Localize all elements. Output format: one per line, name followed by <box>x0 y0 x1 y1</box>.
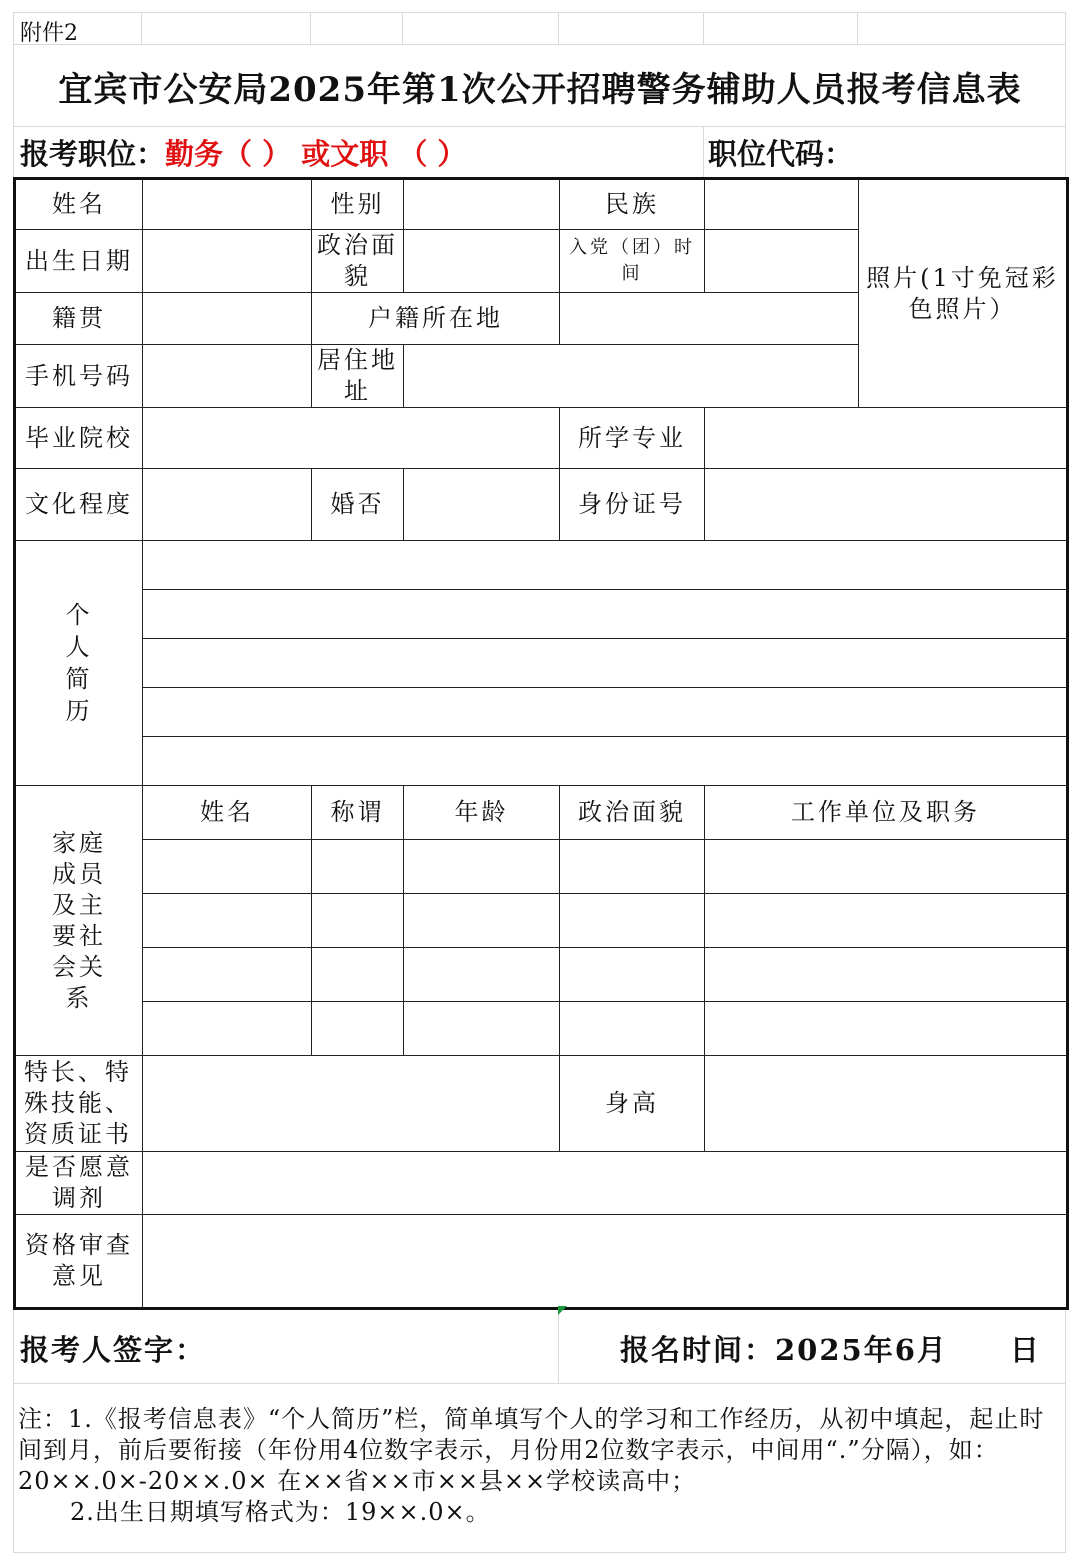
phone-label: 手机号码 <box>15 345 143 408</box>
political-status-field[interactable] <box>404 230 560 293</box>
family-cell[interactable] <box>705 948 1068 1002</box>
family-cell[interactable] <box>404 1002 560 1056</box>
family-cell[interactable] <box>404 948 560 1002</box>
adjust-field[interactable] <box>143 1152 1068 1215</box>
education-label: 文化程度 <box>15 469 143 541</box>
ethnicity-label: 民族 <box>560 179 705 230</box>
registration-date <box>620 1328 1041 1369</box>
gender-field[interactable] <box>404 179 560 230</box>
native-place-label: 籍贯 <box>15 293 143 345</box>
position-option-duty[interactable]: 勤务（ ） <box>165 137 292 171</box>
resume-label-text: 个人简历 <box>65 601 93 725</box>
family-cell[interactable] <box>143 1002 312 1056</box>
position-code-label: 职位代码： <box>708 137 854 171</box>
sheet-gridline <box>141 12 142 44</box>
family-label-text: 家庭成员及主要社会关系 <box>52 828 106 1012</box>
family-cell[interactable] <box>312 948 404 1002</box>
name-field[interactable] <box>143 179 312 230</box>
sheet-gridline <box>703 126 704 177</box>
native-place-field[interactable] <box>143 293 312 345</box>
graduate-school-field[interactable] <box>143 408 560 469</box>
height-field[interactable] <box>705 1056 1068 1152</box>
family-header-age: 年龄 <box>404 786 560 840</box>
note-1: 注：1.《报考信息表》“个人简历”栏，简单填写个人的学习和工作经历，从初中填起，起止时间到月，前后要衔接（年份用4位数字表示，月份用2位数字表示，中间用“.”分隔），如：20××.0×-20××.0× 在××省××市××县××学校读高中； <box>18 1405 1045 1495</box>
marital-status-field[interactable] <box>404 469 560 541</box>
review-field[interactable] <box>143 1215 1068 1309</box>
adjust-label: 是否愿意调剂 <box>15 1152 143 1215</box>
major-field[interactable] <box>705 408 1068 469</box>
position-option-civil[interactable]: 或文职 （ ） <box>301 137 467 171</box>
sheet-gridline <box>13 12 1066 13</box>
gender-label: 性别 <box>312 179 404 230</box>
family-cell[interactable] <box>143 894 312 948</box>
sheet-gridline <box>310 12 311 44</box>
sheet-gridline <box>13 1552 1066 1553</box>
family-row <box>15 948 1068 1002</box>
sheet-gridline <box>13 1383 1066 1384</box>
family-header-political: 政治面貌 <box>560 786 705 840</box>
family-cell[interactable] <box>560 840 705 894</box>
family-header-relation: 称谓 <box>312 786 404 840</box>
position-line <box>20 132 466 173</box>
registration-form-table <box>13 177 1069 1310</box>
family-cell[interactable] <box>143 840 312 894</box>
date-day: 日 <box>1009 1333 1041 1367</box>
sheet-gridline <box>13 126 1066 127</box>
graduate-school-label: 毕业院校 <box>15 408 143 469</box>
family-cell[interactable] <box>312 894 404 948</box>
sheet-gridline <box>402 12 403 44</box>
marital-status-label: 婚否 <box>312 469 404 541</box>
address-label: 居住地址 <box>312 345 404 408</box>
cell-comment-marker <box>558 1306 567 1315</box>
family-cell[interactable] <box>143 948 312 1002</box>
sheet-gridline <box>558 12 559 44</box>
height-label: 身高 <box>560 1056 705 1152</box>
signature-label: 报考人签字： <box>20 1333 207 1367</box>
resume-line[interactable] <box>143 737 1068 786</box>
ethnicity-field[interactable] <box>705 179 859 230</box>
phone-field[interactable] <box>143 345 312 408</box>
skills-label: 特长、特殊技能、资质证书 <box>15 1056 143 1152</box>
resume-line[interactable] <box>143 541 1068 590</box>
date-label: 报名时间：2025年6月 <box>620 1333 948 1367</box>
resume-line[interactable] <box>143 590 1068 639</box>
review-label: 资格审查意见 <box>15 1215 143 1309</box>
family-header-name: 姓名 <box>143 786 312 840</box>
id-number-field[interactable] <box>705 469 1068 541</box>
party-join-time-field[interactable] <box>705 230 859 293</box>
household-location-label: 户籍所在地 <box>312 293 560 345</box>
page-title: 宜宾市公安局2025年第1次公开招聘警务辅助人员报考信息表 <box>58 70 1022 110</box>
family-cell[interactable] <box>705 1002 1068 1056</box>
family-row <box>15 840 1068 894</box>
resume-line[interactable] <box>143 688 1068 737</box>
notes <box>18 1404 1063 1528</box>
note-2: 2.出生日期填写格式为：19××.0×。 <box>70 1498 491 1526</box>
family-label <box>15 786 143 1056</box>
family-header-work: 工作单位及职务 <box>705 786 1068 840</box>
family-cell[interactable] <box>312 840 404 894</box>
family-row <box>15 894 1068 948</box>
family-cell[interactable] <box>404 894 560 948</box>
skills-field[interactable] <box>143 1056 560 1152</box>
sheet-gridline <box>13 44 1066 45</box>
resume-label <box>15 541 143 786</box>
photo-area[interactable]: 照片(1寸免冠彩色照片） <box>859 179 1068 408</box>
position-label: 报考职位： <box>20 137 166 171</box>
family-cell[interactable] <box>705 894 1068 948</box>
address-field[interactable] <box>404 345 859 408</box>
family-cell[interactable] <box>404 840 560 894</box>
attachment-label: 附件2 <box>20 21 78 46</box>
name-label: 姓名 <box>15 179 143 230</box>
sheet-gridline <box>13 1308 14 1553</box>
family-cell[interactable] <box>560 1002 705 1056</box>
household-location-field[interactable] <box>560 293 859 345</box>
family-cell[interactable] <box>560 894 705 948</box>
sheet-gridline <box>558 1308 559 1383</box>
family-cell[interactable] <box>705 840 1068 894</box>
family-cell[interactable] <box>312 1002 404 1056</box>
party-join-time-label: 入党（团）时间 <box>560 230 705 293</box>
id-number-label: 身份证号 <box>560 469 705 541</box>
family-cell[interactable] <box>560 948 705 1002</box>
sheet-gridline <box>1065 1308 1066 1553</box>
sheet-gridline <box>857 12 858 44</box>
family-row <box>15 1002 1068 1056</box>
education-field[interactable] <box>143 469 312 541</box>
political-status-label: 政治面貌 <box>312 230 404 293</box>
major-label: 所学专业 <box>560 408 705 469</box>
birth-date-label: 出生日期 <box>15 230 143 293</box>
resume-line[interactable] <box>143 639 1068 688</box>
birth-date-field[interactable] <box>143 230 312 293</box>
sheet-gridline <box>703 12 704 44</box>
